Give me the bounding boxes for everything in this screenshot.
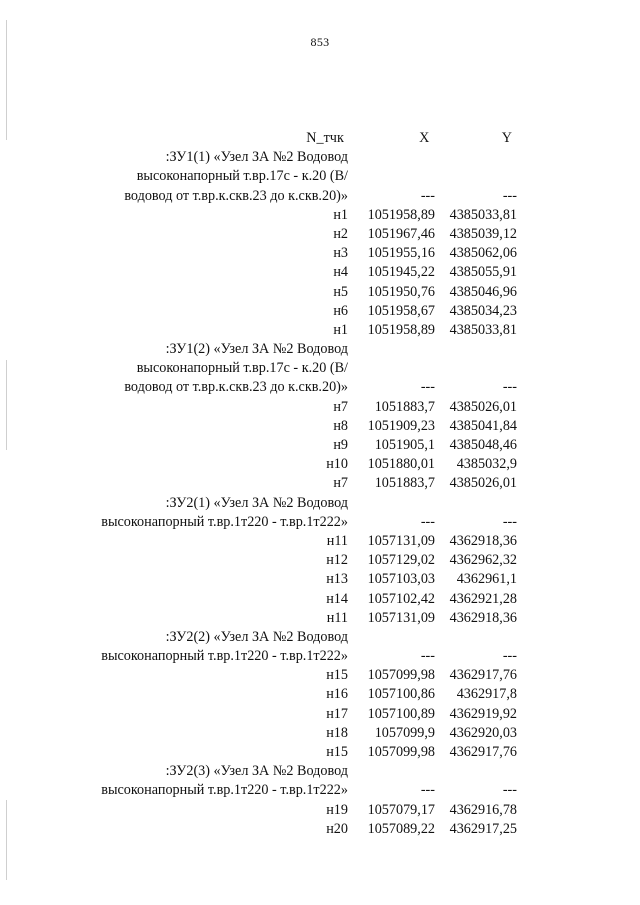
y-coordinate: 4362916,78 [449,801,517,818]
y-coordinate: 4362918,36 [449,609,517,626]
y-empty [435,167,517,186]
y-coordinate: 4362918,36 [449,532,517,549]
parcel-title-line: :ЗУ2(3) «Узел ЗА №2 Водовод [165,763,348,780]
y-coordinate: 4385026,01 [449,475,517,492]
parcel-title-line: :ЗУ2(1) «Узел ЗА №2 Водовод [165,494,348,511]
header-point-name: N_тчк [306,130,344,146]
point-name: н9 [333,437,348,453]
point-name: н1 [333,321,348,338]
point-name: н12 [326,552,348,569]
x-dash: --- [420,379,435,396]
parcel-group [100,494,520,628]
y-coordinate: 4385033,81 [449,206,517,223]
parcel-title-line: :ЗУ1(1) «Узел ЗА №2 Водовод [165,149,348,166]
parcel-title-line: высоконапорный т.вр.17с - к.20 (В/ [136,360,348,377]
scan-edge-mark [6,360,7,450]
point-name: н7 [333,398,348,415]
x-empty [348,762,435,781]
header-x: X [419,130,430,146]
table-row [100,474,520,493]
y-empty [435,494,517,513]
point-name: н11 [326,609,348,626]
parcel-title-row [100,359,520,378]
point-name: н14 [326,590,348,607]
table-row [100,263,520,282]
y-coordinate: 4385048,46 [449,437,517,453]
x-coordinate: 1051909,23 [367,417,435,434]
x-coordinate: 1057129,02 [367,552,435,569]
parcel-title-line: высоконапорный т.вр.1т220 - т.вр.1т222» [101,782,348,799]
parcel-group [100,762,520,839]
table-row [100,532,520,551]
parcel-title-row [100,513,520,532]
x-coordinate: 1051955,16 [367,245,435,262]
x-dash: --- [420,782,435,799]
y-coordinate: 4385041,84 [449,417,517,434]
table-row [100,724,520,743]
point-name: н10 [326,456,348,473]
x-coordinate: 1051883,7 [374,398,435,415]
x-empty [348,340,435,359]
x-coordinate: 1051883,7 [374,475,435,492]
x-coordinate: 1057079,17 [367,801,435,818]
x-coordinate: 1051905,1 [374,437,435,453]
point-name: н18 [326,724,348,741]
x-coordinate: 1051958,89 [367,206,435,223]
point-name: н11 [326,532,348,549]
x-coordinate: 1051880,01 [367,456,435,473]
y-coordinate: 4362917,25 [449,820,517,837]
x-empty [348,359,435,378]
x-coordinate: 1057099,98 [367,744,435,760]
scan-edge-mark [6,20,7,140]
x-empty [348,628,435,647]
x-dash: --- [420,513,435,530]
scan-edge-mark [6,800,7,880]
y-dash: --- [502,782,517,799]
table-body [100,148,520,839]
y-coordinate: 4362962,32 [449,552,517,569]
table-header [100,129,520,148]
y-coordinate: 4362920,03 [449,724,517,741]
table-row [100,225,520,244]
point-name: н2 [333,225,348,242]
table-row [100,244,520,263]
parcel-title-row [100,647,520,666]
x-coordinate: 1057089,22 [367,820,435,837]
y-empty [435,359,517,378]
parcel-title-line: высоконапорный т.вр.17с - к.20 (В/ [136,168,348,185]
table-row [100,551,520,570]
y-empty [435,628,517,647]
point-name: н4 [333,264,348,281]
page-number: 853 [310,35,330,49]
table-row [100,743,520,762]
x-coordinate: 1057103,03 [367,571,435,588]
table-row [100,666,520,685]
x-empty [348,167,435,186]
parcel-title-row [100,628,520,647]
x-dash: --- [420,187,435,204]
y-empty [435,148,517,167]
x-empty [348,148,435,167]
table-row [100,685,520,704]
x-coordinate: 1057102,42 [367,590,435,607]
table-row [100,801,520,820]
y-coordinate: 4362919,92 [449,705,517,722]
parcel-title-row [100,494,520,513]
parcel-title-row [100,187,520,206]
table-row [100,820,520,839]
point-name: н13 [326,571,348,588]
x-coordinate: 1057131,09 [367,609,435,626]
table-row [100,283,520,302]
y-coordinate: 4362917,76 [449,744,517,760]
point-name: н15 [326,667,348,684]
parcel-title-line: высоконапорный т.вр.1т220 - т.вр.1т222» [101,513,348,530]
parcel-title-line: :ЗУ2(2) «Узел ЗА №2 Водовод [165,628,348,645]
y-coordinate: 4362917,76 [449,667,517,684]
header-y: Y [501,130,513,146]
x-coordinate: 1051945,22 [367,264,435,281]
point-name: н17 [326,705,348,722]
y-coordinate: 4362917,8 [456,686,517,703]
coordinates-table [100,129,520,839]
parcel-group [100,340,520,494]
y-dash: --- [502,187,517,204]
parcel-title-row [100,340,520,359]
table-row [100,609,520,628]
table-row [100,570,520,589]
y-dash: --- [502,513,517,530]
x-empty [348,494,435,513]
y-coordinate: 4385039,12 [449,225,517,242]
x-coordinate: 1057099,98 [367,667,435,684]
parcel-title-line: водовод от т.вр.к.скв.23 до к.скв.20)» [124,187,348,204]
table-row [100,302,520,321]
parcel-group [100,148,520,340]
table-row [100,321,520,340]
x-coordinate: 1051958,89 [367,321,435,338]
parcel-group [100,628,520,762]
y-coordinate: 4385026,01 [449,398,517,415]
parcel-title-line: водовод от т.вр.к.скв.23 до к.скв.20)» [124,379,348,396]
parcel-title-line: :ЗУ1(2) «Узел ЗА №2 Водовод [165,341,348,358]
y-coordinate: 4362961,1 [456,571,517,588]
y-coordinate: 4385046,96 [449,283,517,300]
table-row [100,705,520,724]
table-row [100,417,520,436]
table-row [100,455,520,474]
table-row [100,436,520,455]
y-coordinate: 4385062,06 [449,245,517,262]
y-dash: --- [502,379,517,396]
point-name: н19 [326,801,348,818]
parcel-title-row [100,167,520,186]
parcel-title-row [100,148,520,167]
table-row [100,398,520,417]
x-coordinate: 1057131,09 [367,532,435,549]
y-coordinate: 4385033,81 [449,321,517,338]
parcel-title-line: высоконапорный т.вр.1т220 - т.вр.1т222» [101,648,348,665]
point-name: н8 [333,417,348,434]
y-coordinate: 4385034,23 [449,302,517,319]
parcel-title-row [100,762,520,781]
y-dash: --- [502,648,517,665]
x-coordinate: 1057099,9 [374,724,435,741]
point-name: н1 [333,206,348,223]
x-dash: --- [420,648,435,665]
table-row [100,590,520,609]
parcel-title-row [100,781,520,800]
point-name: н16 [326,686,348,703]
y-empty [435,762,517,781]
point-name: н3 [333,245,348,262]
point-name: н5 [333,283,348,300]
point-name: н20 [326,820,348,837]
y-coordinate: 4385055,91 [449,264,517,281]
point-name: н6 [333,302,348,319]
x-coordinate: 1057100,86 [367,686,435,703]
y-coordinate: 4385032,9 [456,456,517,473]
x-coordinate: 1051950,76 [367,283,435,300]
point-name: н15 [326,744,348,760]
y-coordinate: 4362921,28 [449,590,517,607]
parcel-title-row [100,378,520,397]
x-coordinate: 1051958,67 [367,302,435,319]
x-coordinate: 1051967,46 [367,225,435,242]
y-empty [435,340,517,359]
x-coordinate: 1057100,89 [367,705,435,722]
table-row [100,206,520,225]
point-name: н7 [333,475,348,492]
